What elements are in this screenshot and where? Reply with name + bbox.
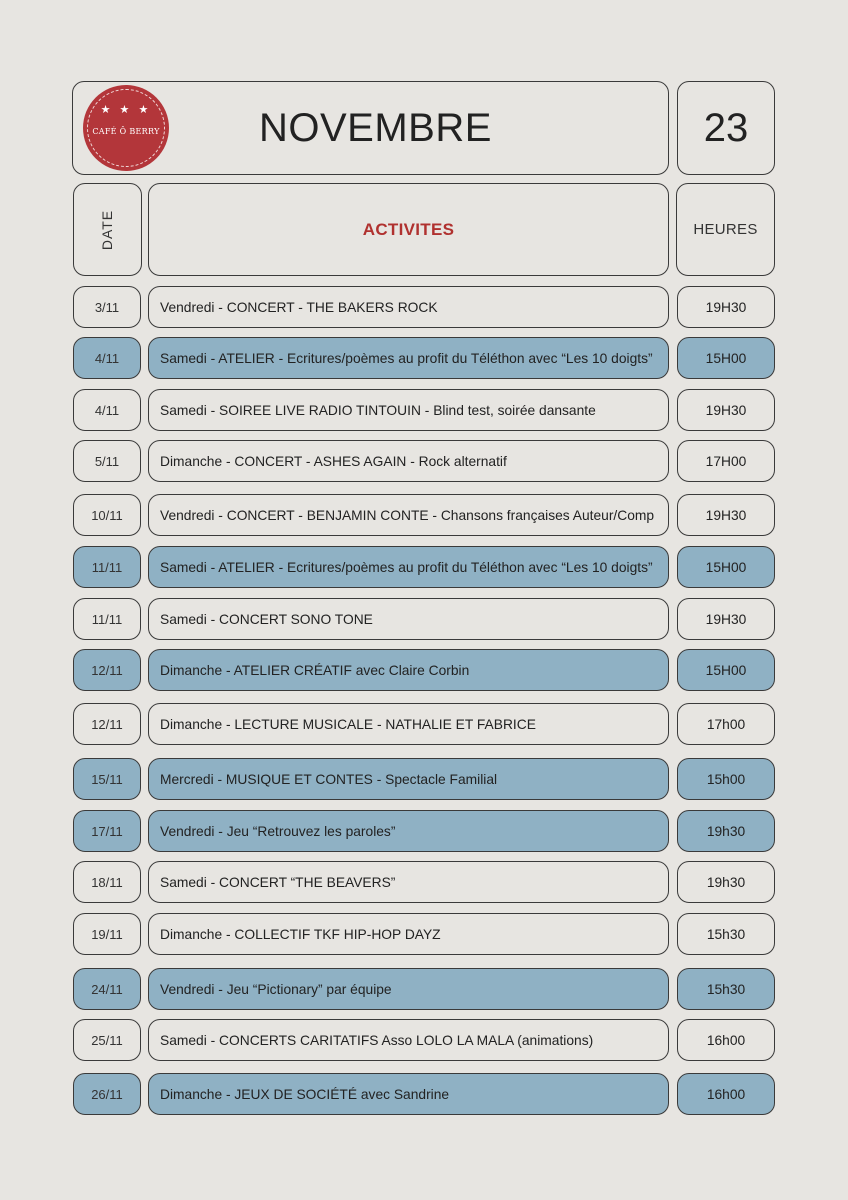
time-cell bbox=[677, 810, 775, 852]
time-value: 15H00 bbox=[705, 662, 747, 678]
activity-value: Samedi - ATELIER - Ecritures/poèmes au profit du Téléthon avec “Les 10 doigts” bbox=[160, 350, 653, 366]
activity-cell bbox=[148, 337, 669, 379]
time-cell bbox=[677, 286, 775, 328]
time-cell bbox=[677, 861, 775, 903]
date-cell bbox=[73, 703, 141, 745]
activity-value: Dimanche - COLLECTIF TKF HIP-HOP DAYZ bbox=[160, 926, 441, 942]
activity-cell bbox=[148, 758, 669, 800]
date-cell bbox=[73, 1073, 141, 1115]
activity-cell bbox=[148, 810, 669, 852]
month-title: NOVEMBRE bbox=[259, 105, 492, 150]
activity-value: Samedi - CONCERTS CARITATIFS Asso LOLO LA MALA (animations) bbox=[160, 1032, 594, 1048]
activity-value: Vendredi - Jeu “Retrouvez les paroles” bbox=[160, 823, 396, 839]
date-cell bbox=[73, 440, 141, 482]
date-cell bbox=[73, 494, 141, 536]
time-value: 15H00 bbox=[705, 559, 747, 575]
activity-cell bbox=[148, 546, 669, 588]
date-cell bbox=[73, 913, 141, 955]
activity-value: Dimanche - CONCERT - ASHES AGAIN - Rock alternatif bbox=[160, 453, 507, 469]
hours-column-header bbox=[676, 183, 775, 276]
activities-column-header bbox=[148, 183, 669, 276]
time-value: 16h00 bbox=[706, 1086, 746, 1102]
date-column-label: DATE bbox=[99, 209, 116, 250]
time-cell bbox=[677, 758, 775, 800]
time-value: 19H30 bbox=[705, 402, 747, 418]
cafe-logo bbox=[83, 85, 169, 171]
activity-cell bbox=[148, 1019, 669, 1061]
date-cell bbox=[73, 337, 141, 379]
time-value: 15h00 bbox=[706, 771, 746, 787]
activity-cell bbox=[148, 440, 669, 482]
activity-cell bbox=[148, 494, 669, 536]
time-value: 15H00 bbox=[705, 350, 747, 366]
date-value: 11/11 bbox=[91, 559, 123, 575]
time-cell bbox=[677, 1019, 775, 1061]
time-cell bbox=[677, 494, 775, 536]
date-value: 10/11 bbox=[91, 507, 123, 523]
date-value: 17/11 bbox=[91, 823, 123, 839]
star-icon: ★ ★ ★ bbox=[100, 104, 152, 116]
time-cell bbox=[677, 546, 775, 588]
activity-value: Samedi - CONCERT SONO TONE bbox=[160, 611, 373, 627]
year-box bbox=[677, 81, 775, 175]
time-cell bbox=[677, 389, 775, 431]
activity-cell bbox=[148, 389, 669, 431]
time-cell bbox=[677, 968, 775, 1010]
time-value: 15h30 bbox=[706, 926, 746, 942]
activity-value: Vendredi - CONCERT - BENJAMIN CONTE - Chansons françaises Auteur/Comp bbox=[160, 507, 655, 523]
time-value: 19H30 bbox=[705, 611, 747, 627]
activity-value: Dimanche - ATELIER CRÉATIF avec Claire Corbin bbox=[160, 662, 470, 678]
activity-value: Dimanche - JEUX DE SOCIÉTÉ avec Sandrine bbox=[160, 1086, 450, 1102]
hours-column-label: HEURES bbox=[693, 221, 758, 238]
time-cell bbox=[677, 913, 775, 955]
date-cell bbox=[73, 598, 141, 640]
activity-cell bbox=[148, 286, 669, 328]
date-cell bbox=[73, 758, 141, 800]
time-value: 17h00 bbox=[706, 716, 746, 732]
activity-cell bbox=[148, 649, 669, 691]
time-cell bbox=[677, 598, 775, 640]
time-cell bbox=[677, 649, 775, 691]
date-value: 4/11 bbox=[94, 350, 120, 366]
time-value: 16h00 bbox=[706, 1032, 746, 1048]
activity-cell bbox=[148, 1073, 669, 1115]
date-value: 12/11 bbox=[91, 662, 123, 678]
date-value: 15/11 bbox=[91, 771, 123, 787]
activity-value: Dimanche - LECTURE MUSICALE - NATHALIE ET FABRICE bbox=[160, 716, 536, 732]
date-cell bbox=[73, 546, 141, 588]
activity-value: Samedi - ATELIER - Ecritures/poèmes au profit du Téléthon avec “Les 10 doigts” bbox=[160, 559, 653, 575]
activity-cell bbox=[148, 968, 669, 1010]
date-value: 12/11 bbox=[91, 716, 123, 732]
date-value: 26/11 bbox=[91, 1086, 123, 1102]
time-value: 19H30 bbox=[705, 507, 747, 523]
time-value: 19h30 bbox=[706, 874, 746, 890]
date-value: 11/11 bbox=[91, 611, 123, 627]
time-value: 17H00 bbox=[705, 453, 747, 469]
date-value: 24/11 bbox=[91, 981, 123, 997]
date-value: 19/11 bbox=[91, 926, 123, 942]
date-cell bbox=[73, 389, 141, 431]
time-cell bbox=[677, 703, 775, 745]
date-cell bbox=[73, 649, 141, 691]
time-value: 15h30 bbox=[706, 981, 746, 997]
date-value: 5/11 bbox=[94, 453, 120, 469]
activity-value: Samedi - SOIREE LIVE RADIO TINTOUIN - Blind test, soirée dansante bbox=[160, 402, 596, 418]
date-column-header bbox=[73, 183, 142, 276]
date-value: 18/11 bbox=[91, 874, 123, 890]
activity-cell bbox=[148, 861, 669, 903]
date-cell bbox=[73, 810, 141, 852]
time-cell bbox=[677, 440, 775, 482]
date-cell bbox=[73, 1019, 141, 1061]
date-value: 3/11 bbox=[94, 299, 120, 315]
logo-name: CAFÉ Ô BERRY bbox=[92, 127, 160, 136]
time-cell bbox=[677, 1073, 775, 1115]
year-value: 23 bbox=[703, 105, 749, 150]
time-cell bbox=[677, 337, 775, 379]
activity-value: Vendredi - Jeu “Pictionary” par équipe bbox=[160, 981, 392, 997]
activities-column-label: ACTIVITES bbox=[362, 219, 455, 239]
activity-value: Vendredi - CONCERT - THE BAKERS ROCK bbox=[160, 299, 438, 315]
date-value: 25/11 bbox=[91, 1032, 123, 1048]
time-value: 19h30 bbox=[706, 823, 746, 839]
date-cell bbox=[73, 968, 141, 1010]
activity-cell bbox=[148, 703, 669, 745]
activity-cell bbox=[148, 913, 669, 955]
activity-cell bbox=[148, 598, 669, 640]
date-value: 4/11 bbox=[94, 402, 120, 418]
activity-value: Mercredi - MUSIQUE ET CONTES - Spectacle Familial bbox=[160, 771, 498, 787]
time-value: 19H30 bbox=[705, 299, 747, 315]
date-cell bbox=[73, 861, 141, 903]
date-cell bbox=[73, 286, 141, 328]
activity-value: Samedi - CONCERT “THE BEAVERS” bbox=[160, 874, 396, 890]
